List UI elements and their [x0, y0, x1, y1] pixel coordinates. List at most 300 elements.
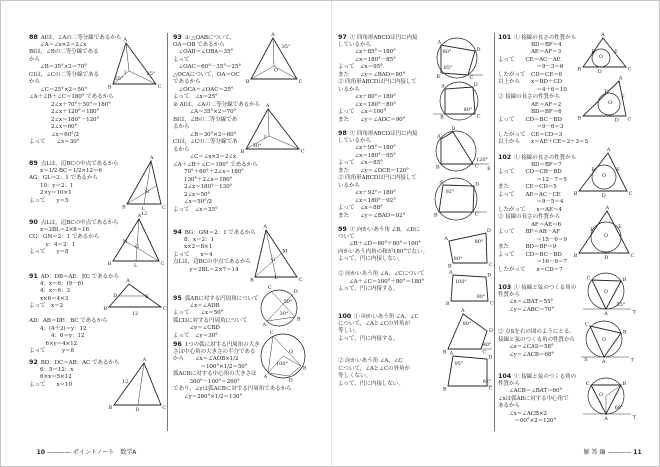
answer-text: ① 接線と弦のつくる角の — [514, 285, 577, 291]
answer-text: いるから — [338, 86, 360, 93]
answer-text: ① 接線と弦のつくる角の — [514, 374, 577, 380]
answer-text: について，∠Aと∠Cの外角が — [338, 320, 411, 327]
figure-label: 80° — [462, 321, 472, 327]
problem-number: 98 — [338, 129, 347, 137]
polygon-shape — [113, 219, 159, 261]
answer-text: 2∠x＋70°＋50°＝180° — [29, 101, 111, 108]
figure-label: O — [603, 233, 609, 239]
figure-label: 80° — [463, 107, 473, 113]
answer-text: x＝2BL＝2×8＝16 — [29, 226, 90, 233]
section-title: 解 答 編 — [583, 449, 606, 456]
figure-98b — [434, 178, 487, 220]
figure-93a — [246, 32, 303, 85]
answer-text: さは中心角の大きさの半分である — [173, 348, 256, 355]
problem-number: 102 — [498, 153, 512, 161]
polygon-shape — [448, 314, 487, 349]
figure-label: E — [145, 294, 149, 300]
figure-label: L — [134, 262, 138, 269]
answer-text: ∠x＝60°/2 — [29, 131, 79, 138]
answer-text: ＝12－7＝5 — [498, 176, 567, 183]
answer-text: x＝1/2 BC＝1/2×12＝6 — [29, 167, 102, 174]
figure-98a — [436, 126, 491, 172]
answer-text: ∠B＋∠D＝80°＋80°＝160° — [338, 241, 421, 247]
figure-label: 80° — [474, 239, 484, 245]
answer-text: ∠x＝∠ADB — [173, 302, 220, 309]
figure-label: A — [437, 133, 441, 140]
answer-text: 2∠x＋120°＝180° — [29, 109, 100, 115]
segment-line — [136, 219, 139, 261]
figure-label: O — [607, 100, 613, 106]
figure-label: C — [628, 190, 633, 197]
answer-text: ① △OABについて， — [184, 35, 236, 41]
answer-text: 6：5＝12：x — [29, 366, 74, 373]
figure-100a — [443, 308, 493, 355]
answer-text: よって CE＝AC－AE — [498, 56, 561, 63]
answer-text: ∠A＋∠B＋∠C＝180° であるから — [173, 161, 258, 168]
figure-label: A — [149, 155, 154, 162]
answer-text: BD＝BF＝6 — [498, 109, 562, 115]
figure-label: 120° — [475, 157, 489, 163]
answer-text: よって ∠x＝95° — [338, 64, 383, 70]
answer-text: ② 接線の長さの性質から — [498, 94, 561, 100]
figure-92 — [109, 357, 167, 413]
figure-label: D — [473, 82, 478, 89]
answer-text: 接線と弦のつくる角の性質から — [498, 336, 575, 343]
figure-label: 30° — [252, 143, 262, 149]
figure-label: C — [482, 349, 487, 356]
answer-text: ∠x＝∠CAS＝58° — [498, 344, 554, 350]
answer-text: 1つの弧に対する円周角の大き — [184, 342, 260, 348]
figure-label: B — [108, 404, 113, 411]
answer-text: よって CD＝BC－BD — [498, 116, 562, 123]
figure-label: 30° — [279, 311, 289, 317]
figure-label: B — [573, 190, 578, 197]
figure-90 — [108, 213, 165, 269]
figure-label: C — [157, 83, 162, 90]
figure-label: B — [240, 148, 245, 155]
answer-text: ② 点Sを右の図のようにとる。 — [498, 329, 575, 335]
answer-text: あるから — [498, 403, 520, 409]
figure-label: A — [601, 358, 606, 365]
figure-label: C — [269, 330, 274, 337]
figure-102b — [574, 205, 635, 261]
right-page-number: 11 — [633, 449, 642, 456]
answer-text: よって ∠x＝100° — [338, 109, 387, 115]
figure-label: 100° — [454, 279, 468, 285]
answer-text: るから — [173, 124, 190, 130]
answer-text: から — [29, 79, 40, 85]
answer-text: よって ∠x＝50° — [173, 310, 224, 316]
figure-label: A — [604, 416, 608, 422]
answer-text: 性質から — [498, 291, 520, 298]
answer-text: 点Lは，辺BCの中点であるから — [173, 259, 251, 265]
figure-94 — [250, 224, 302, 284]
answer-text: よって y＝8 — [29, 249, 69, 255]
figure-label: S — [584, 357, 588, 363]
answer-text: よって CD＝CB－BD — [498, 169, 562, 175]
figure-label: F — [590, 227, 594, 233]
figure-label: A — [605, 205, 610, 212]
polygon-shape — [255, 230, 297, 277]
answer-text: であるから — [173, 79, 201, 85]
segment-line — [273, 38, 274, 66]
figure-label: D — [488, 354, 493, 361]
figure-label: F — [604, 89, 608, 95]
figure-label: E — [487, 166, 491, 172]
figure-label: C — [627, 66, 632, 73]
answer-text: x×2＝8×1 — [173, 244, 213, 250]
figure-label: D — [488, 327, 493, 334]
answer-text: ∠x＝180°－85° — [338, 56, 396, 63]
footer-rule: ———— — [605, 449, 634, 456]
figure-label: A — [441, 83, 445, 90]
figure-label: B — [447, 263, 452, 270]
polygon-shape — [583, 38, 626, 67]
figure-label: 80° — [442, 49, 452, 55]
figure-label: 60° — [614, 405, 624, 411]
problem-number: 99 — [338, 225, 347, 233]
figure-91 — [103, 278, 167, 317]
figure-label: A — [137, 213, 142, 220]
figure-label: D — [597, 68, 602, 75]
answer-text: AG：GL＝2：1 であるから — [29, 175, 98, 181]
figure-label: D — [451, 126, 456, 133]
problem-number: 88 — [29, 33, 38, 41]
answer-text: CG：GN＝2：1 であるから — [29, 234, 100, 240]
segment-line — [127, 186, 156, 204]
answer-text: したがって CD＝CE＝6 — [498, 71, 563, 78]
figure-102a — [574, 147, 633, 199]
answer-text: よって，円に内接しない。 — [338, 380, 404, 387]
figure-label: D — [614, 117, 619, 124]
figure-label: E — [618, 224, 622, 230]
problem-number: 96 — [173, 340, 182, 348]
problem-number: 100 — [338, 312, 352, 320]
figure-label: O — [603, 289, 609, 295]
figure-label: 35° — [281, 44, 291, 50]
figure-label: C — [489, 300, 494, 307]
figure-label: C — [585, 380, 590, 387]
answer-text: また ∠y＝∠BAD＝80° — [338, 71, 406, 78]
answer-text: ∠y＝∠CBD — [173, 325, 220, 331]
figure-99b — [446, 270, 494, 308]
figure-label: O — [601, 337, 607, 343]
figure-label: C — [298, 277, 303, 284]
answer-text: から ∠x＝∠AOB×1/2 — [173, 356, 239, 362]
figure-label: D — [601, 192, 606, 199]
answer-text: ∠A＋∠B＋∠C＝180° であるから — [29, 94, 114, 100]
answer-text: よって — [173, 56, 190, 63]
answer-text: BIは，∠Bの二等分線であ — [173, 116, 238, 123]
figure-label: 25° — [146, 71, 156, 77]
figure-label: A — [449, 269, 453, 276]
figure-label: 92° — [482, 379, 492, 385]
answer-text: BD：DC＝AB：AC であるから — [40, 360, 120, 366]
segment-line — [138, 363, 144, 405]
figure-label: D — [475, 181, 480, 188]
right-page-footer — [576, 440, 642, 463]
answer-text: ＝9－5＝4 — [498, 199, 564, 205]
answer-text: ＝60°×2＝120° — [498, 418, 557, 424]
figure-label: N — [122, 239, 128, 245]
answer-text: 性質から — [498, 380, 520, 387]
figure-label: B — [442, 349, 447, 356]
answer-text: ① 接線の長さの性質から — [514, 155, 577, 161]
answer-text: ＝100°×1/2＝50° — [173, 363, 248, 370]
answer-text: ∠x＝∠ACB×2 — [498, 410, 547, 417]
figure-label: T — [630, 357, 634, 364]
answer-text: AD：AB＝DE：BC であるから — [29, 318, 108, 324]
figure-label: A — [461, 308, 465, 315]
figure-label: C — [160, 261, 165, 268]
figure-label: C — [300, 148, 305, 155]
figure-label: 80° — [476, 294, 486, 300]
answer-text: AE＝AF＝2 — [498, 101, 562, 108]
figure-101b — [577, 75, 631, 123]
answer-text: よって y＝8 — [29, 348, 74, 354]
figure-label: B — [121, 204, 126, 211]
answer-text: 4：x＝6：(9－6) — [29, 280, 84, 287]
answer-text: 130°＋2∠x＝180° — [173, 176, 233, 183]
answer-text: よって ∠x＝85° — [338, 160, 383, 166]
figure-label: A — [262, 321, 267, 328]
figure-label: B — [302, 365, 307, 372]
polygon-shape — [441, 132, 473, 164]
figure-label: G — [145, 189, 149, 195]
answer-text: x×6＝4×3 — [29, 295, 69, 302]
problem-number: 103 — [498, 283, 512, 291]
figure-label: E — [616, 167, 620, 173]
answer-text: ＝4＋6＝10 — [498, 86, 567, 93]
figure-97a — [436, 38, 483, 81]
figure-label: A — [271, 32, 275, 39]
answer-text: AE＝AF＝3 — [498, 49, 562, 55]
figure-label: O — [601, 173, 607, 179]
figure-label: B — [436, 73, 440, 80]
answer-text: ∠x＝∠BAT＝55° — [498, 299, 554, 305]
problem-number: 97 — [338, 33, 347, 41]
figure-label: C — [469, 75, 474, 82]
answer-text: したがって CE＝CD＝3 — [498, 131, 563, 138]
answer-text: 2∠x＝180°－130° — [173, 184, 233, 190]
answer-text: ② 四角形ABCDは円に内接して — [338, 79, 417, 85]
answer-text: ① 向かいあう角 ∠B，∠Dに — [349, 227, 421, 233]
polygon-shape — [583, 81, 626, 116]
figure-99a — [443, 228, 492, 269]
answer-text: y＝2BL＝2×7＝14 — [173, 266, 239, 273]
answer-text: CIは，∠Cの二等分線である — [29, 71, 99, 78]
answer-text: よって ∠x＝88° — [338, 205, 383, 211]
figure-label: B — [622, 329, 627, 336]
figure-label: B — [245, 79, 250, 86]
answer-text: BG：GM＝2：1 であるから — [184, 230, 256, 236]
answer-text: また BD＝BF＝9 — [498, 244, 557, 250]
answer-text: ∠x＝180°－80° — [338, 101, 396, 108]
figure-label: O — [288, 349, 294, 355]
answer-text: よって，円に内接しない。 — [338, 256, 404, 262]
answer-text: しているから — [338, 41, 371, 48]
answer-text: ② 四角形ABCDは円に内接して — [338, 175, 417, 181]
answer-text: 4：(4＋2)＝y：12 — [29, 325, 87, 332]
answer-text: ∠x＋85°＝180° — [338, 49, 396, 55]
problem-number: 92 — [29, 358, 38, 366]
answer-text: 360°－100°＝260° — [173, 378, 240, 385]
answer-text: また ∠y＝∠ADC＝90° — [338, 116, 406, 123]
figure-label: D — [113, 293, 118, 300]
answer-text: しているから — [338, 137, 371, 144]
figure-label: B — [296, 316, 301, 323]
figure-label: 85° — [443, 65, 453, 71]
answer-text: ＝9－3＝6 — [498, 64, 564, 70]
answer-text: よって y＝5 — [29, 197, 69, 204]
answer-text: 以上から x＝BD＋CD — [498, 79, 562, 85]
problem-number: 90 — [29, 218, 38, 226]
answer-text: △OCAについて，OA＝OC — [173, 71, 240, 78]
figure-103a — [583, 273, 636, 317]
figure-label: A — [263, 374, 268, 381]
figure-label: C — [161, 204, 166, 211]
figure-label: 35° — [114, 76, 124, 82]
figure-label: C — [162, 306, 167, 313]
figure-label: E — [614, 49, 618, 55]
answer-text: 等しい。 — [338, 328, 360, 334]
figure-label: A — [618, 75, 623, 82]
figure-label: G — [271, 257, 275, 263]
figure-label: C — [474, 211, 479, 218]
figure-label: 55° — [616, 302, 626, 308]
answer-text: ∠x＋80°＝180° — [338, 94, 396, 100]
answer-text: ∠A＋∠C＝100°＋80°＝180° — [338, 278, 425, 285]
answer-text: したがって x＝AE＝4 — [498, 206, 562, 213]
answer-text: ∠B＝35°×2＝70° — [29, 64, 87, 70]
answer-text: ∠B＝30°×2＝60° — [173, 131, 237, 138]
answer-text: ∠OAB＝∠OBA＝35° — [173, 49, 234, 55]
figure-label: B — [433, 212, 438, 219]
figure-label: B — [103, 306, 108, 313]
answer-text: ∠x＝50°/2 — [173, 199, 212, 205]
answer-text: であり，∠yは弧ACBに対する円周角であるから — [173, 386, 292, 392]
left-page-footer — [29, 440, 136, 463]
answer-text: 弧CDに対する円周角について — [173, 317, 248, 324]
answer-text: 点Lは，辺BCの中点であるから — [40, 220, 119, 226]
figure-label: T — [632, 414, 636, 421]
answer-text: るから — [173, 146, 190, 153]
figure-label: C — [476, 113, 481, 120]
answer-text: ∠x＋92°＝180° — [338, 190, 396, 196]
figure-label: B — [573, 252, 578, 259]
answer-text: ② 向かいあう角 ∠A，∠C — [338, 358, 403, 364]
answer-text: ∠y＝∠ACB＝68° — [498, 351, 554, 358]
answer-text: ついて — [338, 233, 355, 240]
figure-label: B — [440, 114, 444, 121]
answer-text: よって ∠x＝30° — [29, 139, 80, 145]
figure-label: A — [437, 39, 442, 46]
answer-text: 10：y＝2：1 — [29, 182, 74, 189]
answer-text: 6×x＝5×12 — [29, 374, 72, 380]
answer-text: ② AIは，∠Aの二等分線であるから — [173, 101, 261, 108]
figure-label: O — [598, 392, 604, 398]
figure-label: B — [107, 261, 112, 268]
answer-text: ∠y＝∠ABC＝70° — [498, 306, 555, 313]
figure-label: B — [622, 276, 627, 283]
figure-label: B — [250, 277, 254, 284]
figure-96 — [261, 330, 307, 383]
figure-label: B — [577, 66, 582, 73]
answer-text: 2∠x＝50° — [173, 191, 211, 198]
figure-label: M — [282, 248, 288, 255]
answer-text: AF＝AE＝6 — [498, 221, 562, 228]
polygon-shape — [579, 211, 629, 253]
answer-text: ∠xは弧ABに対する中心角で — [498, 395, 569, 402]
answer-text: ＝16－9＝7 — [498, 259, 567, 265]
circle-shape — [437, 38, 477, 78]
answer-text: OA＝OB であるから — [173, 41, 225, 48]
answer-text: 2×y＝10×1 — [29, 190, 72, 196]
figure-label: B — [622, 380, 627, 387]
answer-text: また CE＝CD＝5 — [498, 184, 557, 190]
figure-label: D — [604, 254, 609, 261]
answer-text: よって，円に内接する。 — [338, 335, 399, 342]
answer-text: ∠A＝35°×2＝70° — [173, 109, 237, 115]
figure-101a — [578, 32, 632, 75]
figure-label: 80° — [453, 256, 463, 262]
answer-text: また ∠y＝∠DCE＝120° — [338, 167, 409, 174]
answer-text: 点Lは，辺BCの中点であるから — [40, 161, 119, 167]
answer-text: よって BF＝AB－AF — [498, 229, 560, 235]
footer-rule: ———— — [45, 449, 73, 456]
answer-text: 6×y＝4×12 — [29, 340, 78, 347]
answer-text: ＝15－6＝9 — [498, 236, 567, 243]
figure-label: A — [606, 147, 611, 154]
answer-text: CIは，∠Cの二等分線であ — [173, 139, 238, 145]
figure-label: C — [586, 275, 591, 282]
problem-number: 89 — [29, 159, 38, 167]
figure-label: A — [142, 357, 147, 364]
answer-text: BIは，∠Bの二等分線である — [29, 49, 99, 55]
answer-text: ∠ACB＝∠BAT＝60° — [498, 388, 563, 394]
figure-label: B — [445, 301, 450, 308]
answer-text: 向かいあう内角の和が180°でない。 — [338, 248, 428, 255]
figure-label: D — [288, 377, 293, 384]
answer-text: BD＝BF＝7 — [498, 161, 562, 168]
answer-text: 等しくない。 — [338, 373, 371, 379]
figure-95 — [261, 285, 301, 328]
answer-text: よって AE＝AC－CE — [498, 191, 561, 198]
answer-text: について，∠Aと∠Cの外角が — [338, 365, 411, 372]
figure-label: A — [449, 350, 454, 357]
answer-text: 4：x＝6：3 — [29, 288, 70, 294]
figure-104 — [583, 378, 636, 422]
figure-label: L — [141, 205, 146, 212]
figure-label: 12 — [121, 379, 129, 385]
figure-label: D — [486, 228, 491, 235]
problem-number: 93 — [173, 33, 182, 41]
answer-text: また ∠y＝∠BAD＝92° — [338, 212, 406, 219]
segment-line — [267, 317, 295, 321]
figure-label: T — [632, 309, 636, 316]
figure-label: C — [488, 262, 493, 269]
figure-label: D — [135, 406, 140, 413]
figure-label: A — [126, 278, 130, 285]
figure-label: C — [474, 163, 479, 170]
figure-label: A — [604, 310, 608, 317]
answer-text: ∠x＋95°＝180° — [338, 145, 396, 151]
figure-label: E — [621, 94, 625, 100]
figure-label: G — [135, 244, 139, 250]
problem-number: 91 — [29, 272, 38, 280]
answer-text: ∠A＝∠x×2＝2∠x — [29, 41, 87, 48]
answer-text: ② 向かいあう角 ∠A，∠Cについて — [338, 271, 425, 277]
